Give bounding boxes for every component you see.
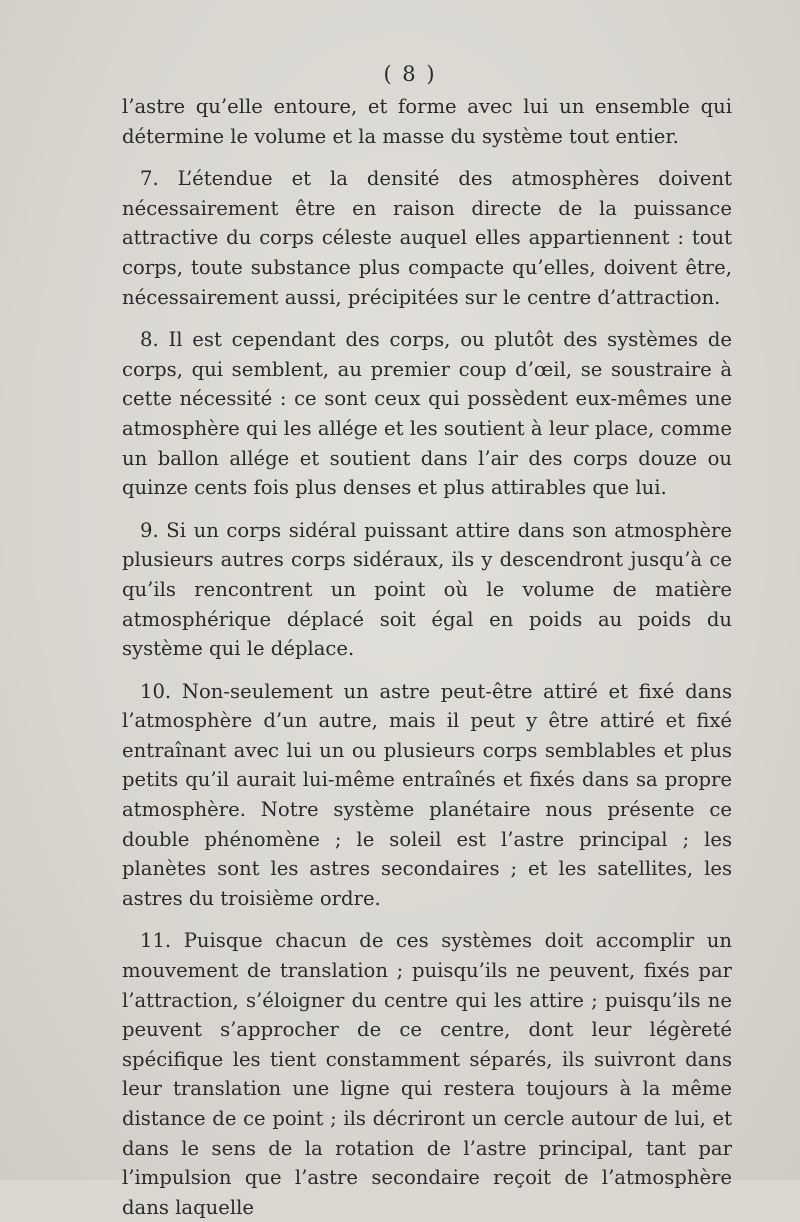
page-number: ( 8 ) xyxy=(383,62,437,86)
page-body xyxy=(122,92,732,1222)
paragraph-11: 11. Puisque chacun de ces systèmes doit accomplir un mouvement de translation ; puisqu’ils ne peuvent, fixés par l’attraction, s’éloigner du centre qui les attire ; puisqu’ils ne peuvent s’approcher de ce centre, dont leur légèreté spécifique les tient constamment séparés, ils suivront dans leur translation une ligne qui restera toujours à la même distance de ce point ; ils décriront un cercle autour de lui, et dans le sens de la rotation de l’astre principal, tant par l’impulsion que l’astre secondaire reçoit de l’atmosphère dans laquelle xyxy=(122,929,732,1219)
paragraph-continuation: l’astre qu’elle entoure, et forme avec lui un ensemble qui détermine le volume et la masse du système tout entier. xyxy=(122,95,732,148)
paragraph-7: 7. L’étendue et la densité des atmosphères doivent nécessairement être en raison directe de la puissance attractive du corps céleste auquel elles appartiennent : tout corps, toute substance plus compacte qu’elles, doivent être, nécessairement aussi, précipitées sur le centre d’attraction. xyxy=(122,167,732,309)
paragraph-8: 8. Il est cependant des corps, ou plutôt des systèmes de corps, qui semblent, au premier coup d’œil, se soustraire à cette nécessité : ce sont ceux qui possèdent eux-mêmes une atmosphère qui les allége et les soutient à leur place, comme un ballon allége et soutient dans l’air des corps douze ou quinze cents fois plus denses et plus attirables que lui. xyxy=(122,328,732,500)
paragraph-9: 9. Si un corps sidéral puissant attire dans son atmosphère plusieurs autres corps sidéraux, ils y descendront jusqu’à ce qu’ils rencontrent un point où le volume de matière atmosphérique déplacé soit égal en poids au poids du système qui le déplace. xyxy=(122,518,732,661)
paragraph-10: 10. Non-seulement un astre peut-être attiré et fixé dans l’atmosphère d’un autre, mais il peut y être attiré et fixé entraînant avec lui un ou plusieurs corps semblables et plus petits qu’il aurait lui-même entraînés et fixés dans sa propre atmosphère. Notre système planétaire nous présente ce double phénomène ; le soleil est l’astre principal ; les planètes sont les astres secondaires ; et les satellites, les astres du troisième ordre. xyxy=(122,679,732,910)
